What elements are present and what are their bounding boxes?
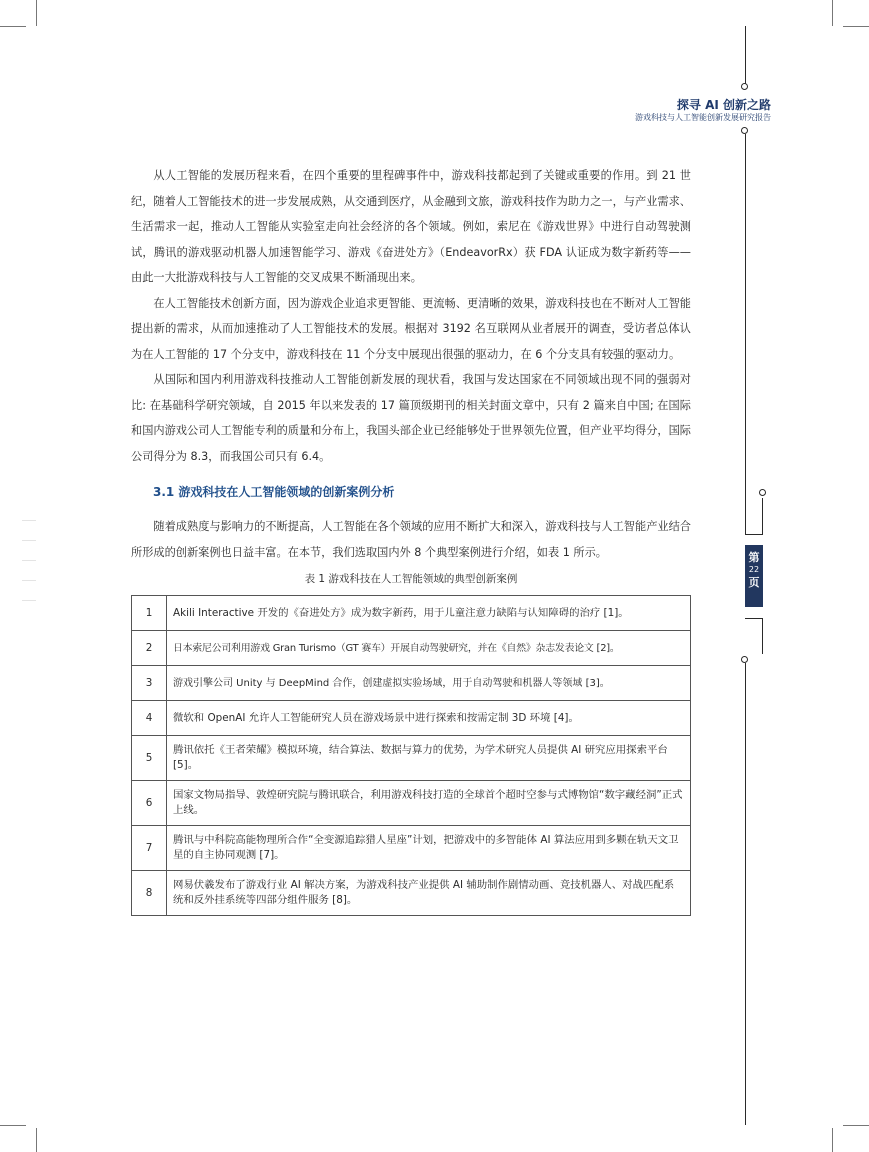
row-text: 腾讯与中科院高能物理所合作“全变源追踪猎人星座”计划，把游戏中的多智能体 AI 算法应用到多颗在轨天文卫星的自主协同观测 [7]。 (167, 826, 691, 871)
margin-bracket-bottom (745, 618, 763, 654)
page-tab-suffix: 页 (748, 576, 760, 589)
main-content (131, 163, 691, 916)
row-text: 网易伏羲发布了游戏行业 AI 解决方案，为游戏科技产业提供 AI 辅助制作剧情动画、竞技机器人、对战匹配系统和反外挂系统等四部分组件服务 [8]。 (167, 871, 691, 916)
crop-mark-br-h (843, 1125, 869, 1126)
row-text: 游戏引擎公司 Unity 与 DeepMind 合作，创建虚拟实验场域，用于自动驾驶和机器人等领域 [3]。 (167, 666, 691, 701)
row-text: Akili Interactive 开发的《奋进处方》成为数字新药，用于儿童注意力缺陷与认知障碍的治疗 [1]。 (167, 596, 691, 631)
left-guide (22, 520, 36, 521)
crop-mark-tl-v (36, 0, 37, 26)
table-row (132, 631, 691, 666)
margin-bracket-top (745, 498, 763, 535)
page-number-tab (745, 545, 763, 607)
row-number: 4 (132, 701, 167, 736)
table-row (132, 666, 691, 701)
left-guide (22, 580, 36, 581)
margin-line-mid (745, 134, 746, 534)
table-row (132, 781, 691, 826)
table-row (132, 736, 691, 781)
case-table (131, 595, 691, 916)
crop-mark-br-v (832, 1128, 833, 1152)
table-caption: 表 1 游戏科技在人工智能领域的典型创新案例 (304, 573, 518, 585)
row-number: 6 (132, 781, 167, 826)
crop-mark-tr-h (843, 26, 869, 27)
margin-dot (741, 656, 748, 663)
body-paragraph: 从人工智能的发展历程来看，在四个重要的里程碑事件中，游戏科技都起到了关键或重要的作用。到 21 世纪，随着人工智能技术的进一步发展成熟，从交通到医疗，从金融到文旅，游戏科技作为助力之一，与产业需求、生活需求一起，推动人工智能从实验室走向社会经济的各个领域。例如，索尼在《游戏世界》中进行自动驾驶测试，腾讯的游戏驱动机器人加速智能学习、游戏《奋进处方》（EndeavorRx）获 FDA 认证成为数字新药等——由此一大批游戏科技与人工智能的交叉成果不断涌现出来。 (131, 169, 691, 284)
margin-dot (759, 489, 766, 496)
crop-mark-tl-h (0, 26, 26, 27)
body-paragraph: 在人工智能技术创新方面，因为游戏企业追求更智能、更流畅、更清晰的效果，游戏科技也在不断对人工智能提出新的需求，从而加速推动了人工智能技术的发展。根据对 3192 名互联网从业者展开的调查，受访者总体认为在人工智能的 17 个分支中，游戏科技在 11 个分支中展现出很强的驱动力，在 6 个分支具有较强的驱动力。 (131, 296, 691, 361)
row-text: 国家文物局指导、敦煌研究院与腾讯联合，利用游戏科技打造的全球首个超时空参与式博物馆“数字藏经洞”正式上线。 (167, 781, 691, 826)
table-row (132, 701, 691, 736)
margin-line-top (745, 26, 746, 84)
row-text: 腾讯依托《王者荣耀》模拟环境，结合算法、数据与算力的优势，为学术研究人员提供 AI 研究应用探索平台 [5]。 (167, 736, 691, 781)
row-number: 2 (132, 631, 167, 666)
row-number: 3 (132, 666, 167, 701)
left-guide (22, 560, 36, 561)
body-paragraph: 从国际和国内利用游戏科技推动人工智能创新发展的现状看，我国与发达国家在不同领域出现不同的强弱对比: 在基础科学研究领域，自 2015 年以来发表的 17 篇顶级期刊的相关封面文章中，只有 2 篇来自中国; 在国际和国内游戏公司人工智能专利的质量和分布上，我国头部企业已经能够处于世界领先位置，但产业平均得分，国际公司得分为 8.3，而我国公司只有 6.4。 (131, 373, 691, 463)
crop-mark-bl-h (0, 1125, 26, 1126)
section-paragraph: 随着成熟度与影响力的不断提高，人工智能在各个领域的应用不断扩大和深入，游戏科技与人工智能产业结合所形成的创新案例也日益丰富。在本节，我们选取国内外 8 个典型案例进行介绍，如表 1 所示。 (131, 520, 691, 559)
left-guide (22, 600, 36, 601)
row-number: 5 (132, 736, 167, 781)
margin-line-bottom (745, 663, 746, 1125)
row-number: 1 (132, 596, 167, 631)
row-text: 日本索尼公司利用游戏 Gran Turismo（GT 赛车）开展自动驾驶研究，并在《自然》杂志发表论文 [2]。 (167, 631, 691, 666)
margin-dot (741, 127, 748, 134)
row-number: 8 (132, 871, 167, 916)
table-row (132, 826, 691, 871)
page-number: 22 (748, 565, 760, 574)
page-tab-prefix: 第 (748, 551, 760, 564)
row-number: 7 (132, 826, 167, 871)
header-subtitle: 游戏科技与人工智能创新发展研究报告 (635, 113, 771, 122)
row-text: 微软和 OpenAI 允许人工智能研究人员在游戏场景中进行探索和按需定制 3D 环境 [4]。 (167, 701, 691, 736)
table-row (132, 871, 691, 916)
crop-mark-tr-v (832, 0, 833, 26)
section-heading: 3.1 游戏科技在人工智能领域的创新案例分析 (153, 485, 395, 499)
table-row (132, 596, 691, 631)
margin-dot (741, 83, 748, 90)
header-title: 探寻 AI 创新之路 (676, 98, 771, 112)
left-guide (22, 540, 36, 541)
crop-mark-bl-v (36, 1128, 37, 1152)
